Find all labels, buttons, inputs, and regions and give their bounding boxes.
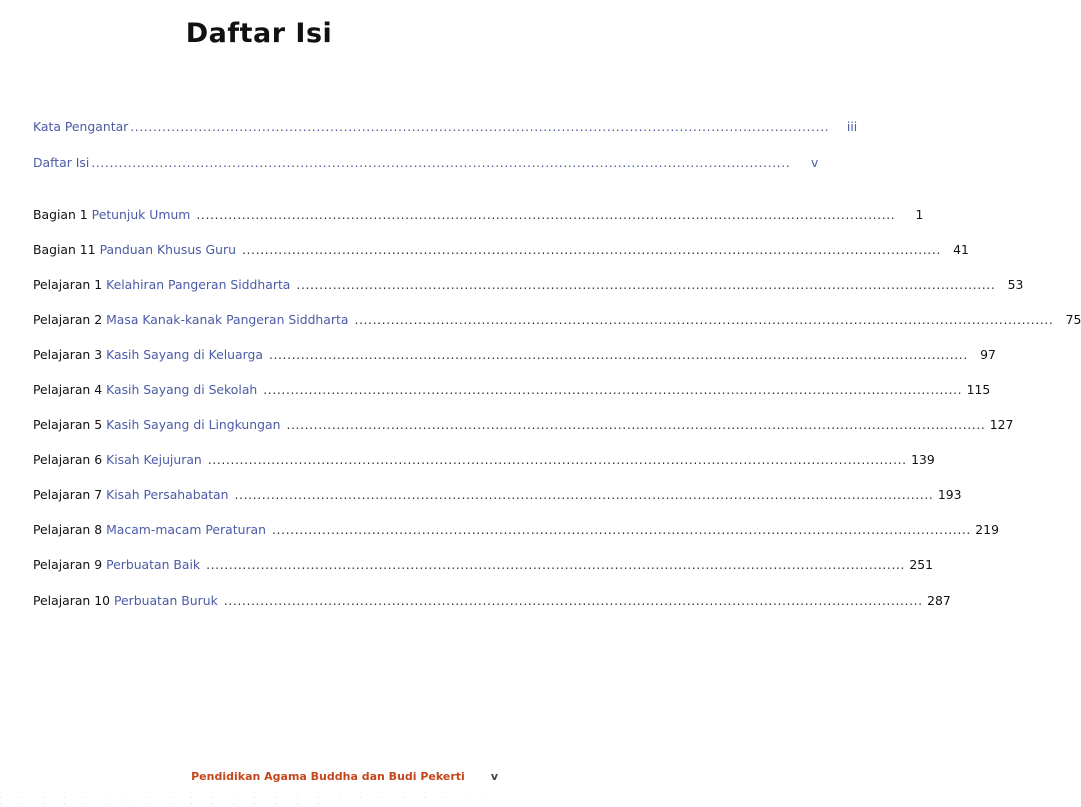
toc-entry-title: Perbuatan Buruk [113,593,218,608]
toc-entry-title: Panduan Khusus Guru [99,242,236,257]
dot-leader [208,452,907,467]
dot-leader [130,119,829,134]
toc-entry-page: iii [846,119,858,134]
toc-entry-page: 251 [909,557,934,572]
toc-entry-prefix: Pelajaran 1 [33,277,103,292]
toc-entry-title: Perbuatan Baik [106,557,201,572]
toc-entry[interactable] [33,417,1014,435]
toc-entry-title: Kisah Kejujuran [106,452,202,467]
toc-entry-prefix: Pelajaran 4 [33,382,103,397]
toc-entry[interactable] [33,242,969,260]
toc-entry-page: 75 [1065,312,1081,327]
footer-book-title: Pendidikan Agama Buddha dan Budi Pekerti [191,770,465,783]
toc-entry-title: Kata Pengantar [33,119,129,134]
toc-entry-prefix: Bagian 1 [33,207,88,222]
toc-entry-prefix: Pelajaran 10 [33,593,110,608]
dot-leader [224,593,923,608]
dot-leader [206,557,905,572]
toc-entry[interactable] [33,312,1081,330]
dot-leader [269,347,968,362]
dot-leader [263,382,962,397]
footer-page-number: v [490,770,498,783]
toc-entry[interactable] [33,452,935,470]
toc-entry-title: Kisah Persahabatan [106,487,229,502]
toc-entry-prefix: Pelajaran 2 [33,312,103,327]
toc-entry-title: Kelahiran Pangeran Siddharta [106,277,291,292]
toc-entry[interactable] [33,382,991,400]
toc-entry[interactable] [33,347,996,365]
toc-entry[interactable] [33,487,962,505]
toc-entry-prefix: Pelajaran 3 [33,347,103,362]
toc-entry-prefix: Pelajaran 9 [33,557,103,572]
dot-leader [286,417,985,432]
toc-entry-title: Kasih Sayang di Lingkungan [106,417,281,432]
dot-leader [91,155,790,170]
toc-entry-page: 139 [911,452,935,467]
toc-entry[interactable] [33,557,934,575]
toc-entry-prefix: Pelajaran 6 [33,452,103,467]
toc-entry-page: 219 [975,522,999,537]
toc-entry-page: 53 [1007,277,1024,292]
toc-entry-page: 193 [937,487,962,502]
dot-leader [272,522,971,537]
page-edge-decoration: · · · · · · · · · · · · · · · · · · · · · · · · · · · · · · · · · · · · · · · · [0,795,498,807]
toc-entry-page: 41 [953,242,969,257]
dot-leader [242,242,941,257]
toc-entry-title: Petunjuk Umum [91,207,191,222]
toc-entry-page: 97 [980,347,996,362]
dot-leader [235,487,934,502]
toc-entry-title: Kasih Sayang di Sekolah [106,382,258,397]
toc-entry-page: 127 [989,417,1014,432]
page-footer [0,770,498,783]
toc-entry-title: Daftar Isi [33,155,90,170]
toc-entry-title: Kasih Sayang di Keluarga [106,347,263,362]
toc-entry-page: v [810,155,819,170]
toc-entry[interactable] [33,207,924,225]
toc-entry-prefix: Bagian 11 [33,242,96,257]
toc-entry-title: Macam-macam Peraturan [106,522,266,537]
toc-entry[interactable] [33,593,951,611]
toc-entry-title: Masa Kanak-kanak Pangeran Siddharta [106,312,349,327]
dot-leader [354,312,1053,327]
toc-entry-prefix: Pelajaran 5 [33,417,103,432]
toc-entry-page: 1 [915,207,924,222]
page-title: Daftar Isi [185,18,333,49]
toc-entry-kata-pengantar[interactable] [33,119,858,137]
dot-leader [196,207,895,222]
toc-entry-daftar-isi[interactable] [33,155,819,173]
dot-leader [296,277,995,292]
toc-entry-prefix: Pelajaran 7 [33,487,103,502]
toc-entry-prefix: Pelajaran 8 [33,522,103,537]
toc-entry-page: 287 [927,593,951,608]
toc-entry-page: 115 [966,382,991,397]
toc-entry[interactable] [33,522,999,540]
toc-entry[interactable] [33,277,1024,295]
